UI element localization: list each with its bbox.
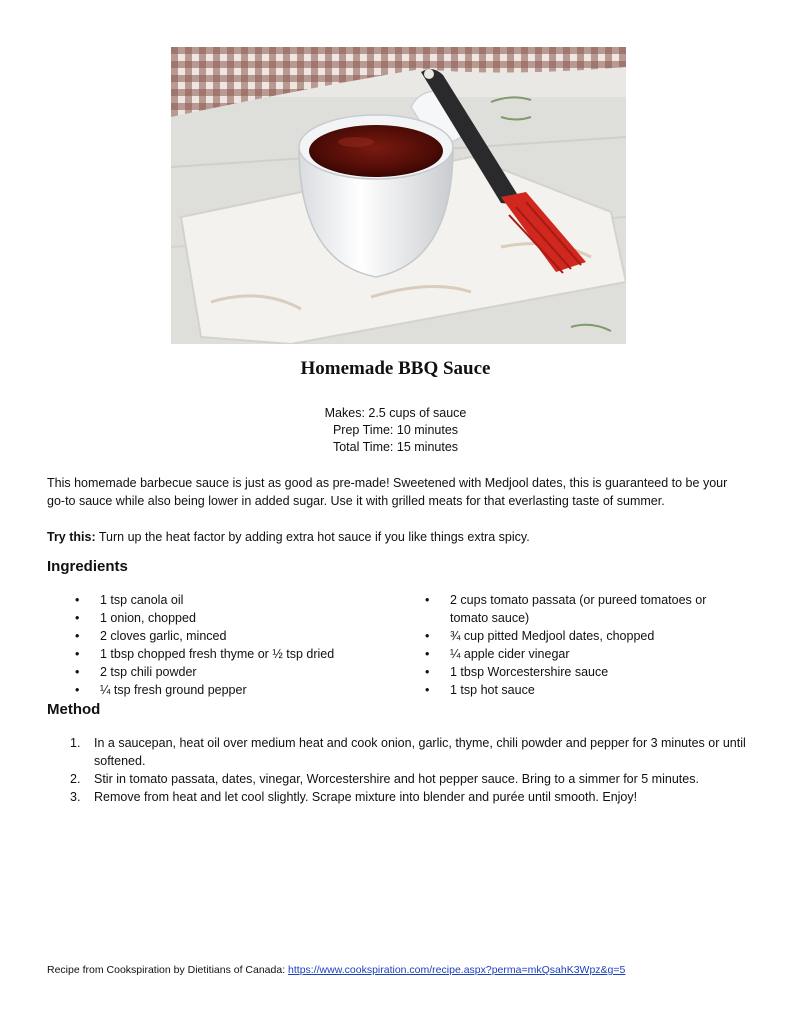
step-number: 2. [70,772,81,786]
recipe-meta [0,405,791,456]
makes-text: Makes: 2.5 cups of sauce [324,406,467,420]
method-steps [70,734,750,806]
total-time-text: Total Time: 15 minutes [332,440,459,454]
ingredient-item: • 1 onion, chopped [75,609,375,627]
try-this-label: Try this: [47,530,96,544]
method-step [70,788,750,806]
method-step [70,770,750,788]
ingredient-item: • 1 tbsp Worcestershire sauce [425,663,725,681]
recipe-source-footer [47,963,767,977]
recipe-title: Homemade BBQ Sauce [300,358,491,379]
ingredient-item: • 2 cloves garlic, minced [75,627,375,645]
ingredient-item: • 1 tsp canola oil [75,591,375,609]
ingredient-item: • ¼ tsp fresh ground pepper [75,681,375,699]
ingredients-list-left [75,591,375,699]
step-number: 1. [70,736,81,750]
step-text: In a saucepan, heat oil over medium heat and cook onion, garlic, thyme, chili powder and pepper for 3 minutes or until softened. [94,736,746,768]
method-heading: Method [47,701,101,718]
ingredient-item: • ¼ apple cider vinegar [425,645,725,663]
ingredient-item: • 1 tbsp chopped fresh thyme or ½ tsp dried [75,645,375,663]
ingredient-item: • 1 tsp hot sauce [425,681,725,699]
step-text: Remove from heat and let cool slightly. Scrape mixture into blender and purée until smooth. Enjoy! [94,790,638,804]
ingredient-item: • 2 cups tomato passata (or pureed tomatoes or tomato sauce) [425,591,725,627]
try-this-text: Turn up the heat factor by adding extra hot sauce if you like things extra spicy. [95,530,530,544]
recipe-photo [171,47,626,344]
ingredient-item: • 2 tsp chili powder [75,663,375,681]
step-text: Stir in tomato passata, dates, vinegar, Worcestershire and hot pepper sauce. Bring to a simmer for 5 minutes. [94,772,699,786]
ingredient-item: • ¾ cup pitted Medjool dates, chopped [425,627,725,645]
try-this-tip [47,528,747,546]
bbq-sauce [309,125,443,177]
recipe-source-link[interactable]: https://www.cookspiration.com/recipe.aspx?perma=mkQsahK3Wpz&g=5 [288,964,626,976]
footer-text: Recipe from Cookspiration by Dietitians of Canada: [47,964,289,976]
prep-time-text: Prep Time: 10 minutes [332,423,459,437]
ingredients-list-right [425,591,725,699]
recipe-intro: This homemade barbecue sauce is just as good as pre-made! Sweetened with Medjool dates, this is guaranteed to be your go-to sauce while also being lower in added sugar. Use it with grilled meats for that everlasting taste of summer. [47,476,728,508]
method-step [70,734,750,770]
ingredients-heading: Ingredients [47,558,128,575]
step-number: 3. [70,790,81,804]
